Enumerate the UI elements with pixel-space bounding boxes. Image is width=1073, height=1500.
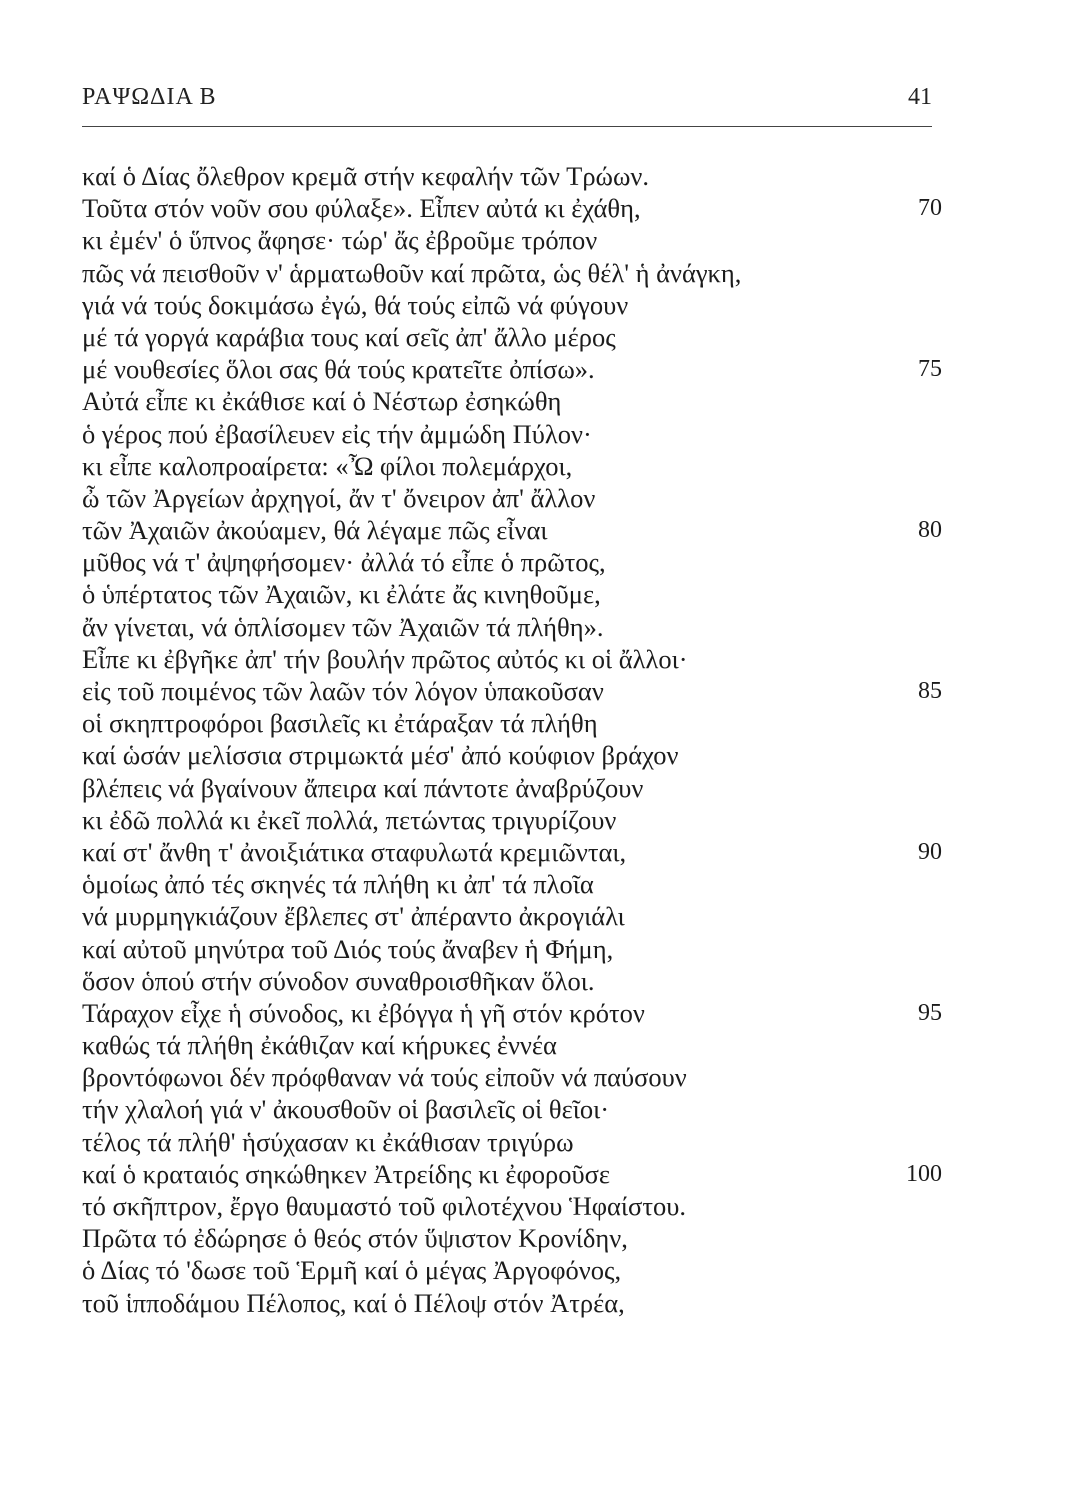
verse-text: τοῦ ἱπποδάμου Πέλοπος, καί ὁ Πέλοψ στόν Ἀτρέα,	[82, 1287, 625, 1318]
verse-text: βροντόφωνοι δέν πρόφθαναν νά τούς εἰποῦν νά παύσουν	[82, 1062, 687, 1093]
header-rule	[82, 126, 932, 127]
verse-line	[82, 192, 942, 224]
verse-text: πῶς νά πεισθοῦν ν' ἁρματωθοῦν καί πρῶτα, ὡς θέλ' ἡ ἀνάγκη,	[82, 257, 742, 288]
verse-line	[82, 224, 942, 256]
verse-line	[82, 1222, 942, 1254]
verse-line	[82, 289, 942, 321]
verse-line	[82, 257, 942, 289]
verse-line	[82, 482, 942, 514]
verse-line	[82, 611, 942, 643]
verse-text: κι ἐδῶ πολλά κι ἐκεῖ πολλά, πετώντας τριγυρίζουν	[82, 804, 617, 835]
verse-line	[82, 160, 942, 192]
verse-text: καί ὁ κραταιός σηκώθηκεν Ἀτρείδης κι ἐφοροῦσε	[82, 1158, 610, 1189]
verse-text: τῶν Ἀχαιῶν ἀκούαμεν, θά λέγαμε πῶς εἶναι	[82, 515, 548, 546]
verse-line	[82, 353, 942, 385]
verse-line	[82, 804, 942, 836]
verse-line	[82, 418, 942, 450]
line-number: 100	[906, 1160, 942, 1187]
verse-text: καί αὐτοῦ μηνύτρα τοῦ Διός τούς ἄναβεν ἡ Φήμη,	[82, 933, 614, 964]
verse-text: Τάραχον εἶχε ἡ σύνοδος, κι ἐβόγγα ἡ γῆ στόν κρότον	[82, 997, 645, 1028]
line-number: 75	[918, 356, 942, 383]
line-number: 85	[918, 678, 942, 704]
verse-text: ὁ γέρος πού ἐβασίλευεν εἰς τήν ἀμμώδη Πύλον·	[82, 418, 592, 449]
verse-line	[82, 997, 942, 1029]
verse-text: ὅσον ὁπού στήν σύνοδον συναθροισθῆκαν ὅλοι.	[82, 965, 595, 996]
verse-text: καί ὁ Δίας ὄλεθρον κρεμᾶ στήν κεφαλήν τῶν Τρώων.	[82, 161, 650, 191]
verse-line	[82, 675, 942, 707]
verse-text: ὦ τῶν Ἀργείων ἀρχηγοί, ἄν τ' ὄνειρον ἀπ' ἄλλον	[82, 482, 596, 513]
verse-line	[82, 321, 942, 353]
verse-line	[82, 1158, 942, 1190]
verse-line	[82, 578, 942, 610]
verse-line	[82, 514, 942, 546]
verse-text: καί στ' ἄνθη τ' ἀνοιξιάτικα σταφυλωτά κρεμιῶνται,	[82, 836, 627, 867]
verse-line	[82, 546, 942, 578]
verse-block	[82, 160, 942, 1319]
line-number: 80	[918, 517, 942, 544]
verse-line	[82, 385, 942, 417]
verse-text: γιά νά τούς δοκιμάσω ἐγώ, θά τούς εἰπῶ νά φύγουν	[82, 289, 629, 320]
verse-text: Αὐτά εἶπε κι ἐκάθισε καί ὁ Νέστωρ ἐσηκώθη	[82, 386, 562, 417]
line-number: 90	[918, 838, 942, 865]
verse-line	[82, 707, 942, 739]
verse-line	[82, 868, 942, 900]
verse-text: ὁ Δίας τό 'δωσε τοῦ Ἑρμῆ καί ὁ μέγας Ἀργοφόνος,	[82, 1255, 622, 1286]
verse-text: ὁμοίως ἀπό τές σκηνές τά πλήθη κι ἀπ' τά πλοῖα	[82, 869, 594, 900]
verse-text: τό σκῆπτρον, ἔργο θαυμαστό τοῦ φιλοτέχνου Ἡφαίστου.	[82, 1191, 686, 1221]
verse-line	[82, 1093, 942, 1125]
running-title: ΡΑΨΩΔΙΑ Β	[82, 84, 217, 110]
verse-text: κι ἐμέν' ὁ ὕπνος ἄφησε· τώρ' ἄς ἐβροῦμε τρόπον	[82, 225, 598, 256]
verse-line	[82, 933, 942, 965]
verse-text: οἱ σκηπτροφόροι βασιλεῖς κι ἐτάραξαν τά πλήθη	[82, 708, 598, 739]
verse-line	[82, 1061, 942, 1093]
verse-line	[82, 772, 942, 804]
verse-line	[82, 1190, 942, 1222]
verse-line	[82, 643, 942, 675]
verse-text: βλέπεις νά βγαίνουν ἄπειρα καί πάντοτε ἀναβρύζουν	[82, 772, 644, 803]
verse-line	[82, 739, 942, 771]
verse-text: τήν χλαλοή γιά ν' ἀκουσθοῦν οἱ βασιλεῖς οἱ θεῖοι·	[82, 1094, 610, 1125]
verse-text: καί ὡσάν μελίσσια στριμωκτά μέσ' ἀπό κούφιον βράχον	[82, 740, 679, 771]
verse-text: καθώς τά πλήθη ἐκάθιζαν καί κήρυκες ἐννέα	[82, 1030, 557, 1061]
verse-text: τέλος τά πλήθ' ἡσύχασαν κι ἐκάθισαν τριγύρω	[82, 1126, 574, 1157]
verse-text: Τοῦτα στόν νοῦν σου φύλαξε». Εἶπεν αὐτά κι ἐχάθη,	[82, 193, 641, 224]
verse-text: ἄν γίνεται, νά ὁπλίσομεν τῶν Ἀχαιῶν τά πλήθη».	[82, 611, 604, 642]
verse-line	[82, 1029, 942, 1061]
verse-line	[82, 900, 942, 932]
verse-text: Εἶπε κι ἐβγῆκε ἀπ' τήν βουλήν πρῶτος αὐτός κι οἱ ἄλλοι·	[82, 643, 688, 674]
line-number: 95	[918, 999, 942, 1026]
verse-text: Πρῶτα τό ἐδώρησε ὁ θεός στόν ὕψιστον Κρονίδην,	[82, 1223, 628, 1254]
verse-text: κι εἶπε καλοπροαίρετα: «Ὦ φίλοι πολεμάρχοι,	[82, 450, 573, 481]
verse-text: νά μυρμηγκιάζουν ἔβλεπες στ' ἀπέραντο ἀκρογιάλι	[82, 901, 625, 932]
line-number: 70	[918, 195, 942, 222]
verse-text: ὁ ὑπέρτατος τῶν Ἀχαιῶν, κι ἐλάτε ἄς κινηθοῦμε,	[82, 579, 601, 610]
verse-text: μῦθος νά τ' ἀψηφήσομεν· ἀλλά τό εἶπε ὁ πρῶτος,	[82, 547, 606, 578]
verse-line	[82, 1287, 942, 1319]
verse-line	[82, 965, 942, 997]
verse-line	[82, 450, 942, 482]
verse-line	[82, 836, 942, 868]
verse-line	[82, 1126, 942, 1158]
verse-text: μέ νουθεσίες ὅλοι σας θά τούς κρατεῖτε ὀπίσω».	[82, 354, 595, 385]
verse-text: εἰς τοῦ ποιμένος τῶν λαῶν τόν λόγον ὑπακοῦσαν	[82, 676, 604, 706]
verse-text: μέ τά γοργά καράβια τους καί σεῖς ἀπ' ἄλλο μέρος	[82, 321, 616, 352]
verse-line	[82, 1254, 942, 1286]
page-number: 41	[908, 84, 932, 110]
